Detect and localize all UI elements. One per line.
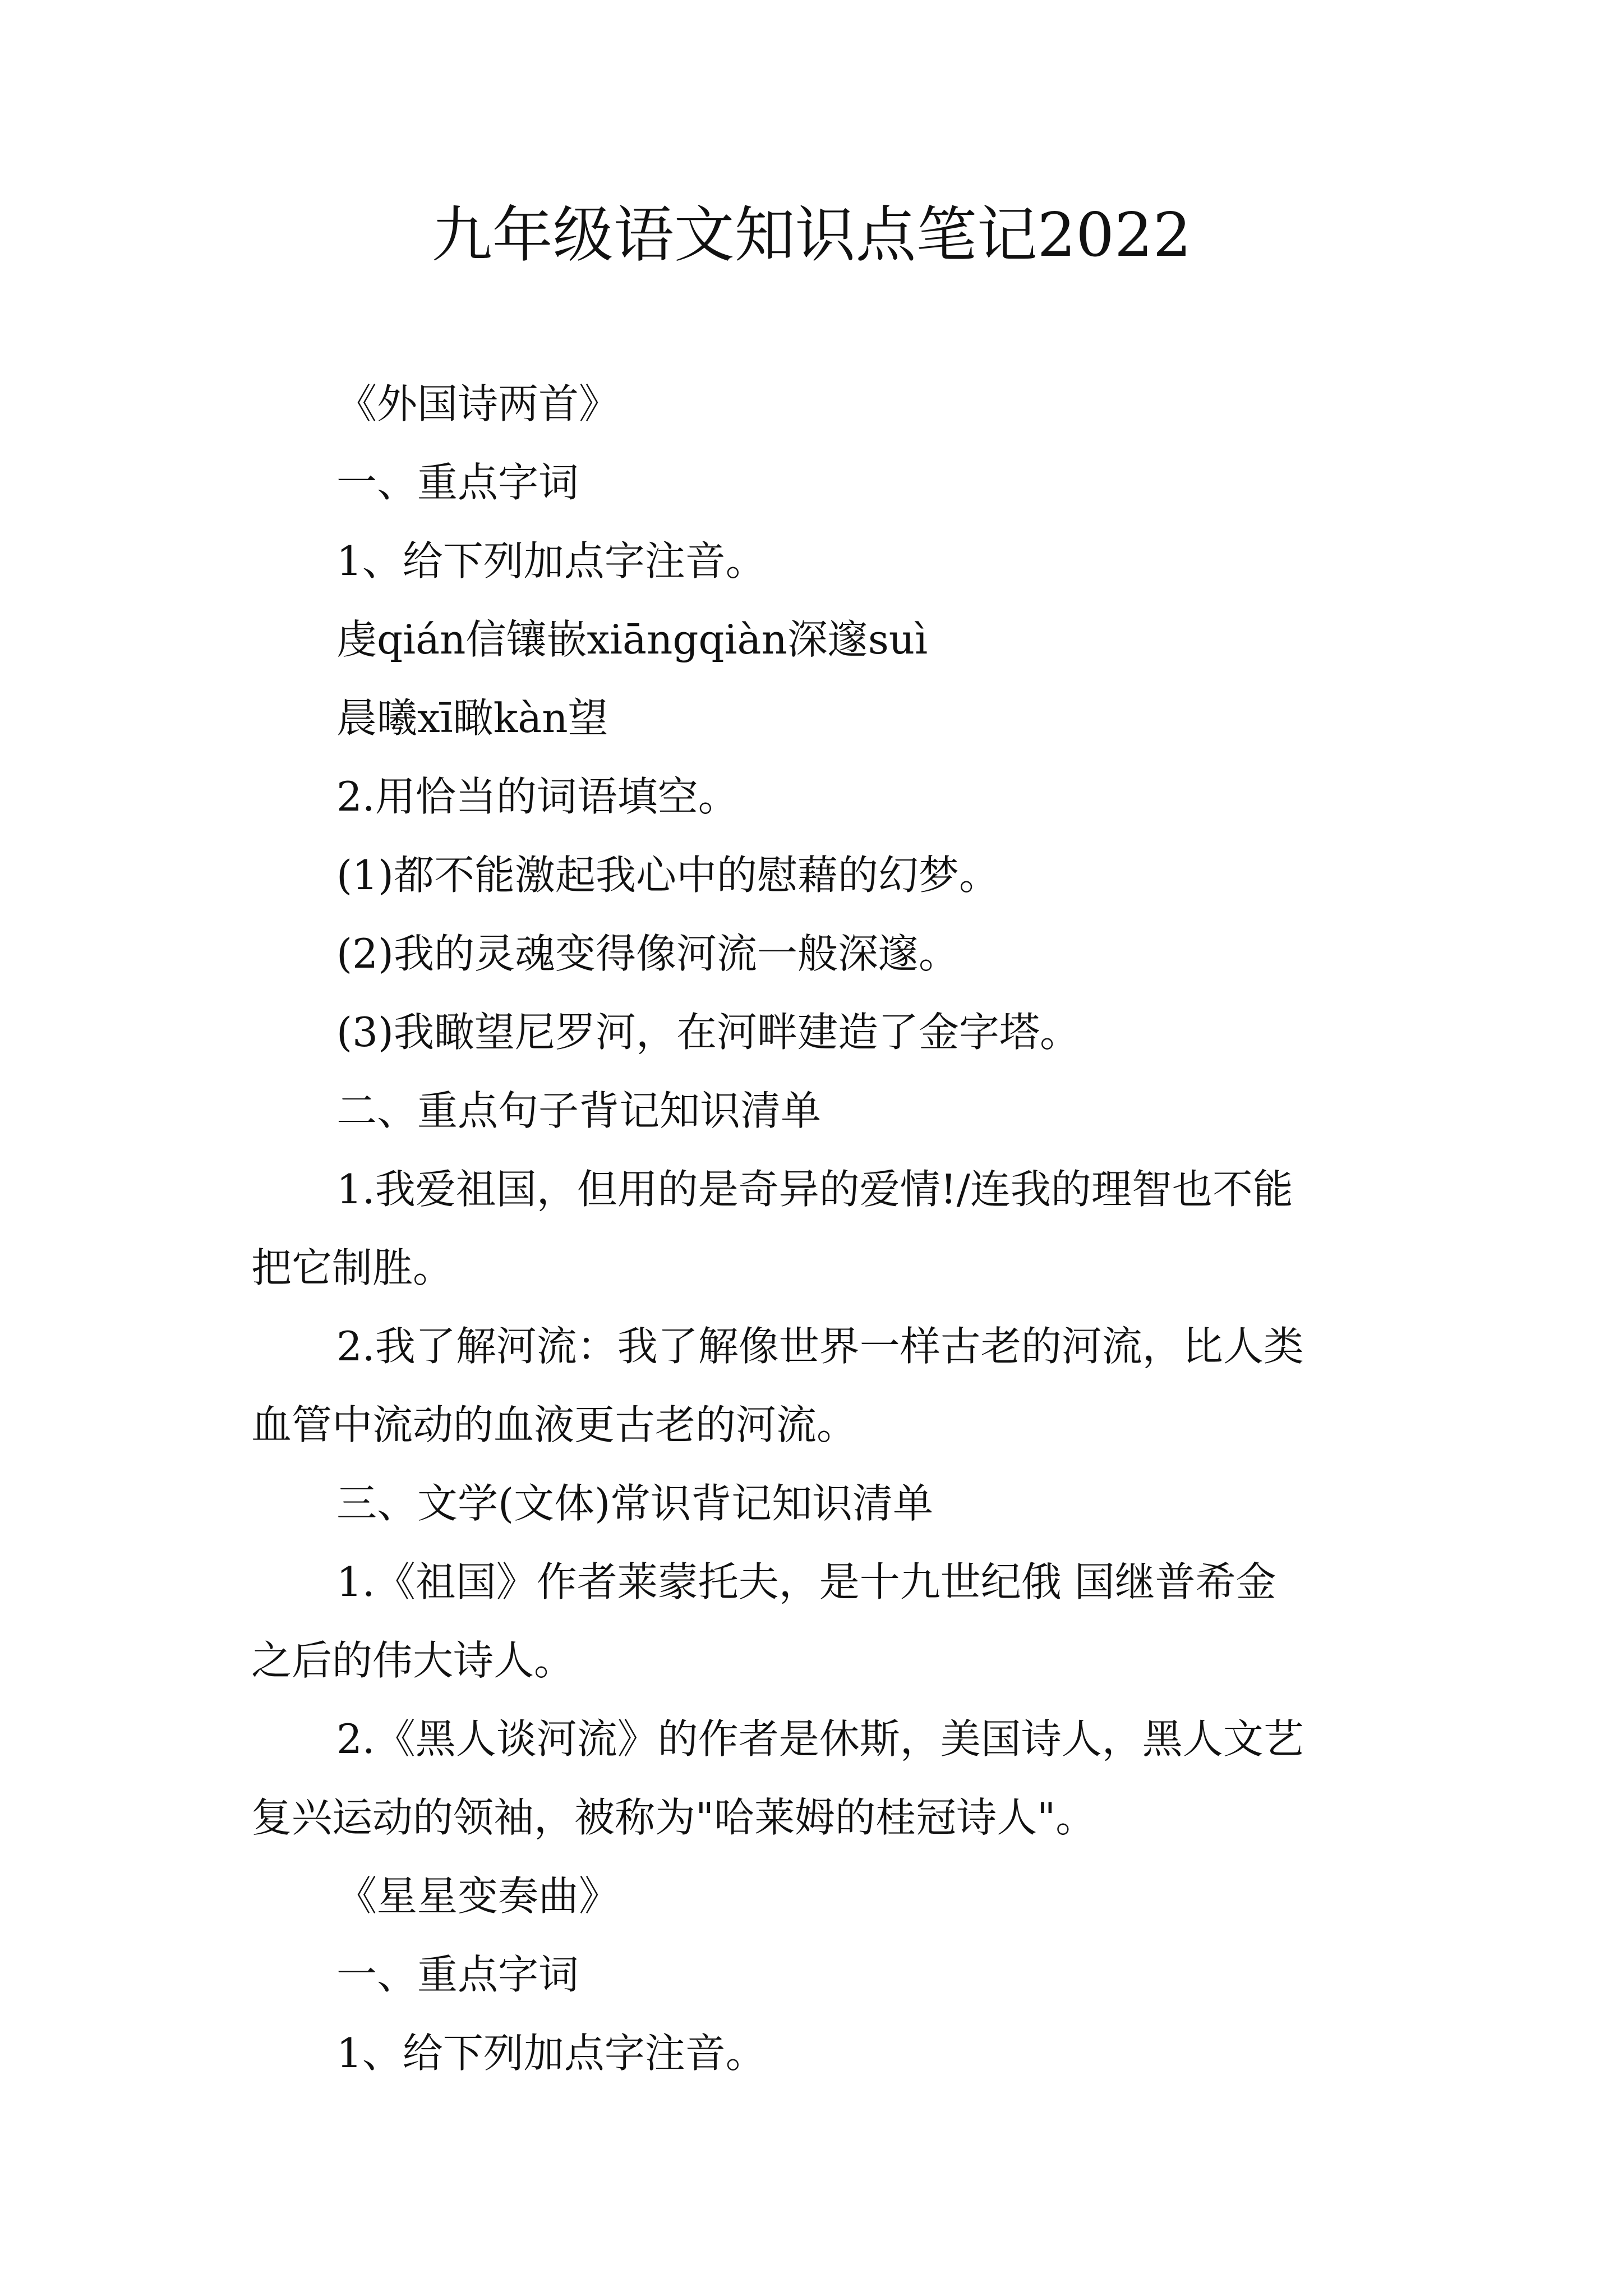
paragraph-line: 2.《黑人谈河流》的作者是休斯，美国诗人，黑人文艺: [336, 1715, 1304, 1763]
subheading: 三、文学(文体)常识背记知识清单: [336, 1480, 934, 1527]
paragraph-line: 1.《祖国》作者莱蒙托夫，是十九世纪俄 国继普希金: [336, 1558, 1276, 1605]
paragraph-continuation: 血管中流动的血液更古老的河流。: [251, 1401, 857, 1448]
pinyin-line: 晨曦xī瞰kàn望: [336, 694, 608, 742]
pinyin-line: 虔qián信镶嵌xiāngqiàn深邃suì: [336, 616, 928, 663]
document-title: 九年级语文知识点笔记2022: [431, 200, 1192, 270]
exercise-instruction: 1、给下列加点字注音。: [336, 2030, 766, 2077]
answer-line: (1)都不能激起我心中的慰藉的幻梦。: [336, 852, 999, 899]
section-heading: 《外国诗两首》: [336, 380, 620, 427]
section-heading: 《星星变奏曲》: [336, 1872, 620, 1920]
paragraph-line: 1.我爱祖国，但用的是奇异的爱情!/连我的理智也不能: [336, 1166, 1293, 1213]
paragraph-line: 2.我了解河流：我了解像世界一样古老的河流，比人类: [336, 1323, 1304, 1370]
exercise-instruction: 1、给下列加点字注音。: [336, 537, 766, 585]
paragraph-continuation: 之后的伟大诗人。: [251, 1637, 575, 1684]
answer-line: (3)我瞰望尼罗河，在河畔建造了金字塔。: [336, 1009, 1080, 1056]
subheading: 一、重点字词: [336, 459, 579, 506]
paragraph-continuation: 复兴运动的领袖，被称为"哈莱姆的桂冠诗人"。: [251, 1794, 1096, 1841]
subheading: 一、重点字词: [336, 1951, 579, 1998]
paragraph-continuation: 把它制胜。: [251, 1244, 454, 1291]
exercise-instruction: 2.用恰当的词语填空。: [336, 773, 739, 820]
subheading: 二、重点句子背记知识清单: [336, 1087, 822, 1134]
answer-line: (2)我的灵魂变得像河流一般深邃。: [336, 930, 959, 977]
